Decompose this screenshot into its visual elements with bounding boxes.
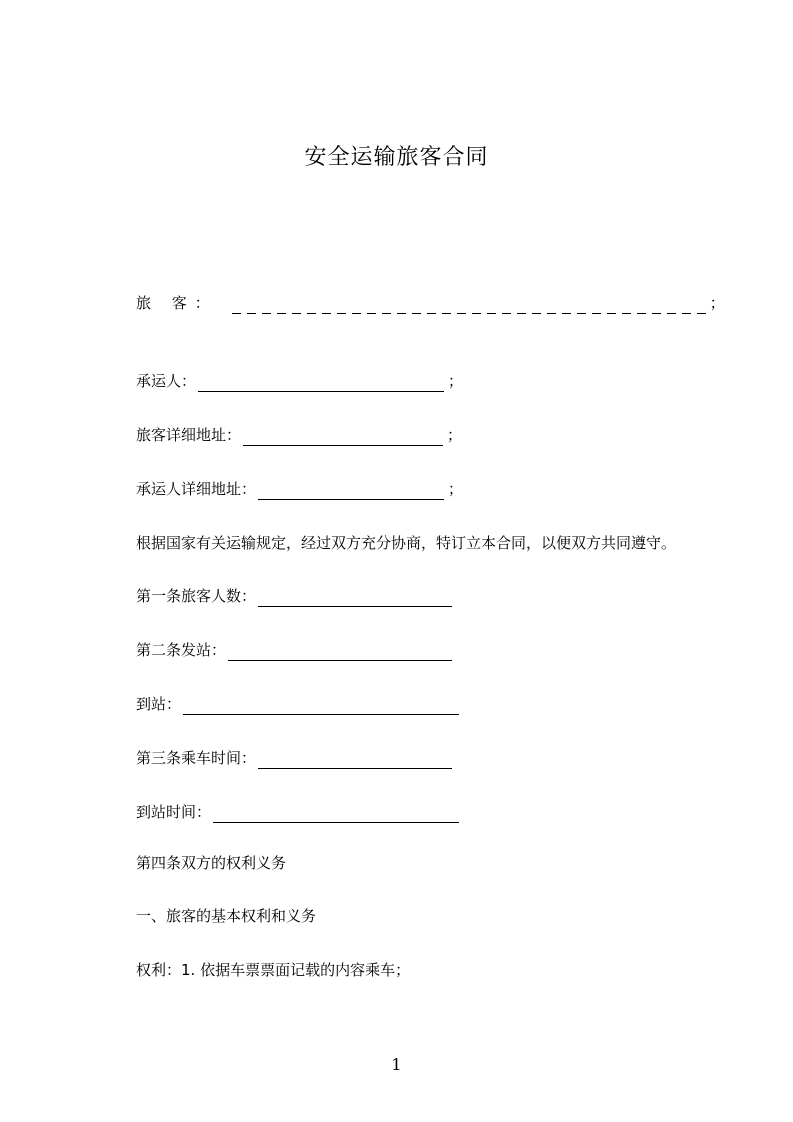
carrier-address-label: 承运人详细地址： [136, 480, 257, 498]
passenger-blank[interactable] [232, 297, 706, 314]
article-4-heading: 第四条双方的权利义务 [136, 854, 287, 872]
passenger-line [136, 292, 725, 314]
page-number: 1 [391, 1055, 402, 1074]
carrier-semicolon: ； [448, 372, 464, 390]
passenger-label: 旅 客： [136, 294, 218, 312]
carrier-address-semicolon: ； [448, 480, 464, 498]
arrival-station-line [136, 693, 459, 715]
passenger-address-blank[interactable] [243, 428, 443, 446]
arrival-time-label: 到站时间： [136, 803, 212, 821]
boarding-time-blank[interactable] [258, 751, 452, 769]
carrier-address-blank[interactable] [258, 482, 444, 500]
passenger-address-line [136, 424, 462, 446]
intro-paragraph: 根据国家有关运输规定，经过双方充分协商，特订立本合同，以便双方共同遵守。 [136, 534, 677, 552]
rights-line: 权利：1. 依据车票票面记载的内容乘车； [136, 961, 411, 979]
section-1-heading: 一、旅客的基本权利和义务 [136, 907, 317, 925]
carrier-label: 承运人： [136, 372, 197, 390]
carrier-blank[interactable] [198, 374, 444, 392]
carrier-address-line [136, 478, 463, 500]
article-2-line [136, 639, 452, 661]
article-1-label: 第一条旅客人数： [136, 587, 257, 605]
passenger-count-blank[interactable] [258, 589, 452, 607]
article-3-label: 第三条乘车时间： [136, 749, 257, 767]
passenger-address-semicolon: ； [447, 426, 463, 444]
passenger-address-label: 旅客详细地址： [136, 426, 242, 444]
article-3-line [136, 747, 452, 769]
departure-station-blank[interactable] [228, 643, 452, 661]
carrier-line [136, 370, 463, 392]
arrival-time-line [136, 801, 459, 823]
arrival-time-blank[interactable] [213, 805, 459, 823]
article-2-label: 第二条发站： [136, 641, 227, 659]
article-1-line [136, 585, 452, 607]
arrival-station-label: 到站： [136, 695, 182, 713]
arrival-station-blank[interactable] [183, 697, 459, 715]
document-title: 安全运输旅客合同 [304, 145, 489, 170]
passenger-semicolon: ； [709, 294, 725, 312]
